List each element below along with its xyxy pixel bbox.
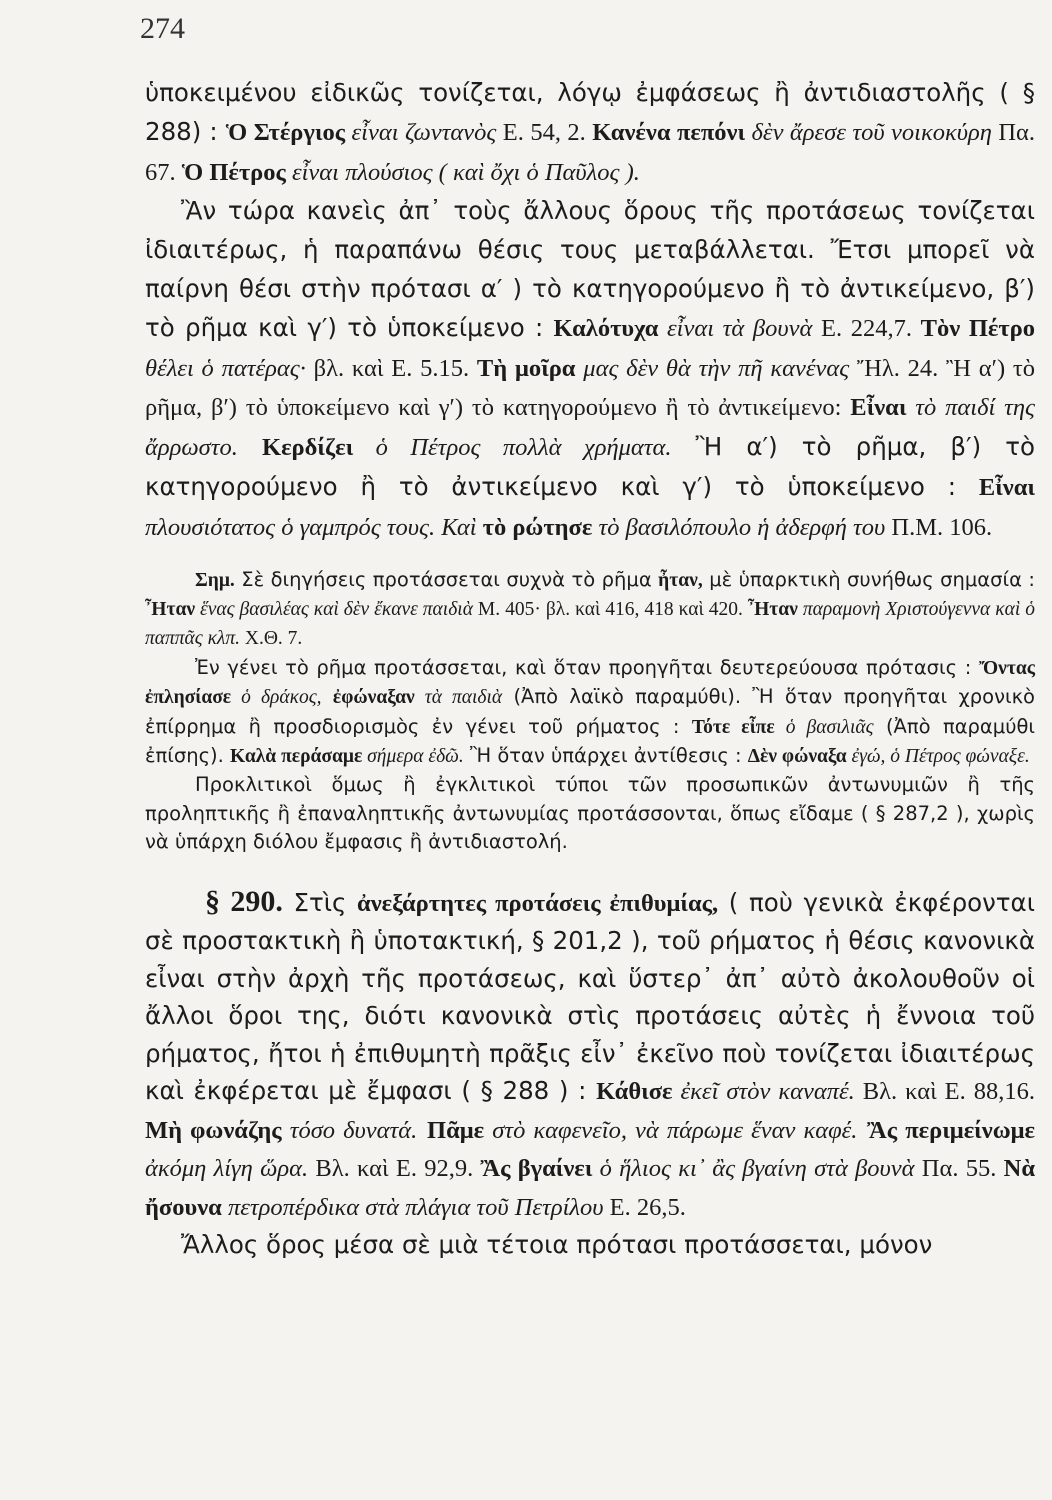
paragraph-continuation: Ἄλλος ὅρος μέσα σὲ μιὰ τέτοια πρότασι προτάσσεται, μόνον [181,1230,933,1260]
page-number: 274 [140,12,185,45]
note-paragraph-general: Ἐν γένει τὸ ρῆμα προτάσσεται, καὶ ὅταν προηγῆται δευτερεύουσα πρότασις : Ὄντας ἐπλησίασε ὁ δράκος, ἐφώναξαν τὰ παιδιὰ (Ἀπὸ λαϊκὸ παραμύθι). Ἢ ὅταν προηγῆται χρονικὸ ἐπίρρημα ἢ προσδιορισμὸς ἐν γένει τοῦ ρήματος : Τότε εἶπε ὁ βασιλιᾶς (Ἀπὸ παραμύθι ἐπίσης). Καλὰ περάσαμε σήμερα ἐδῶ. Ἢ ὅταν ὑπάρχει ἀντίθεσις : Δὲν φώναξα ἐγώ, ὁ Πέτρος φώναξε. [145,655,1036,767]
paragraph-emphasis-subject: ὑποκειμένου εἰδικῶς τονίζεται, λόγῳ ἐμφάσεως ἢ ἀντιδιαστολῆς ( § 288) : Ὁ Στέργιος εἶναι ζωντανὸς Ε. 54, 2. Κανένα πεπόνι δὲν ἄρεσε τοῦ νοικοκύρη Πα. 67. Ὁ Πέτρος εἶναι πλούσιος ( καὶ ὄχι ὁ Παῦλος ). [145,78,1036,186]
note-paragraph: Σημ. Σὲ διηγήσεις προτάσσεται συχνὰ τὸ ρῆμα ἦταν, μὲ ὑπαρκτικὴ συνήθως σημασία : Ἦταν ἕνας βασιλέας καὶ δὲν ἔκανε παιδιὰ Μ. 405· βλ. καὶ 416, 418 καὶ 420. Ἦταν παραμονὴ Χριστούγεννα καὶ ὁ παππᾶς κλπ. Χ.Θ. 7. [145,567,1035,650]
section-290-paragraph: § 290. Στὶς ἀνεξάρτητες προτάσεις ἐπιθυμίας, ( ποὺ γενικὰ ἐκφέρονται σὲ προστακτικὴ ἢ ὑποτακτική, § 201,2 ), τοῦ ρήματος ἡ θέσις κανονικὰ εἶναι στὴν ἀρχὴ τῆς προτάσεως, καὶ ὕστερ᾽ ἀπ᾽ αὐτὸ ἀκολουθοῦν οἱ ἄλλοι ὅροι της, διότι κανονικὰ στὶς προτάσεις αὐτὲς ἡ ἔννοια τοῦ ρήματος, ἤτοι ἡ ἐπιθυμητὴ πρᾶξις εἶν᾽ ἐκεῖνο ποὺ τονίζεται ἰδιαιτέρως καὶ ἐκφέρεται μὲ ἔμφασι ( § 288 ) : Κάθισε ἐκεῖ στὸν καναπέ. Βλ. καὶ Ε. 88,16. Μὴ φωνάζης τόσο δυνατά. Πᾶμε στὸ καφενεῖο, νὰ πάρωμε ἕναν καφέ. Ἂς περιμείνωμε ἀκόμη λίγη ὥρα. Βλ. καὶ Ε. 92,9. Ἂς βγαίνει ὁ ἥλιος κι᾽ ἂς βγαίνη στὰ βουνὰ Πα. 55. Νὰ ἤσουνα πετροπέρδικα στὰ πλάγια τοῦ Πετρίλου Ε. 26,5. [145,884,1036,1221]
paragraph-other-terms: Ἂν τώρα κανεὶς ἀπ᾽ τοὺς ἄλλους ὅρους τῆς προτάσεως τονίζεται ἰδιαιτέρως, ἡ παραπάνω θέσις τους μεταβάλλεται. Ἔτσι μπορεῖ νὰ παίρνη θέσι στὴν πρότασι α′ ) τὸ κατηγορούμενο ἢ τὸ ἀντικείμενο, β′) τὸ ρῆμα καὶ γ′) τὸ ὑποκείμενο : Καλότυχα εἶναι τὰ βουνὰ Ε. 224,7. Τὸν Πέτρο θέλει ὁ πατέρας· βλ. καὶ Ε. 5.15. Τὴ μοῖρα μας δὲν θὰ τὴν πῆ κανένας Ἤλ. 24. Ἢ α′) τὸ ρῆμα, β′) τὸ ὑποκείμενο καὶ γ′) τὸ κατηγορούμενο ἢ τὸ ἀντικείμενο: Εἶναι τὸ παιδί της ἄρρωστο. Κερδίζει ὁ Πέτρος πολλὰ χρήματα. Ἢ α′) τὸ ρῆμα, β′) τὸ κατηγορούμενο ἢ τὸ ἀντικείμενο καὶ γ′) τὸ ὑποκείμενο : Εἶναι πλουσιότατος ὁ γαμπρός τους. Καὶ τὸ ρώτησε τὸ βασιλόπουλο ἡ ἀδερφή του Π.Μ. 106. [145,196,1035,541]
notes-block [145,566,1035,857]
note-paragraph-proclitics: Προκλιτικοὶ ὅμως ἢ ἐγκλιτικοὶ τύποι τῶν προσωπικῶν ἀντωνυμιῶν ἢ τῆς προληπτικῆς ἢ ἐπαναληπτικῆς ἀντωνυμίας προτάσσονται, ὅπως εἴδαμε ( § 287,2 ), χωρὶς νὰ ὑπάρχη διόλου ἔμφασις ἢ ἀντιδιαστολή. [145,773,1035,854]
section-290 [145,883,1035,1264]
section-number: § 290. [205,884,283,918]
page-body [145,74,1035,1264]
section-heading-term: ἀνεξάρτητες προτάσεις ἐπιθυμίας, [357,889,719,917]
